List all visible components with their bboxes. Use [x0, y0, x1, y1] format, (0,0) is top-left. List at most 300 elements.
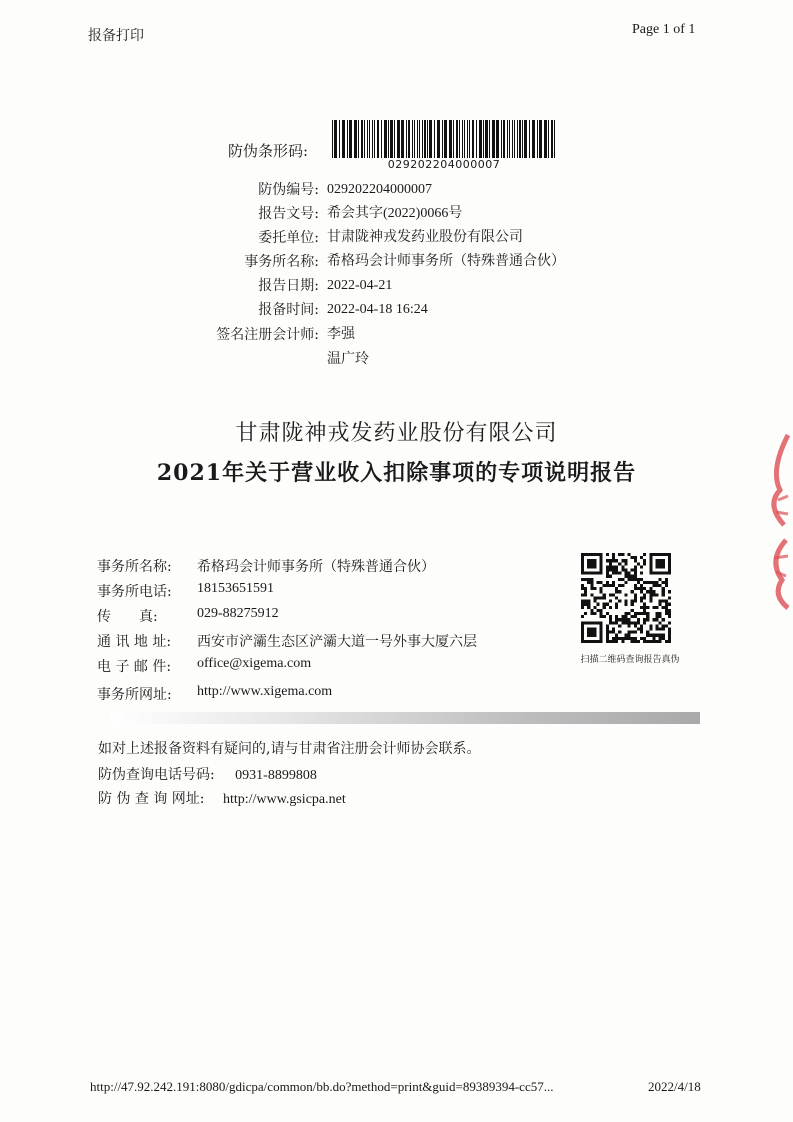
qr-module [652, 581, 655, 584]
qr-module [624, 621, 627, 624]
qr-module [655, 627, 658, 630]
qr-module [668, 612, 671, 615]
qr-module [662, 624, 665, 627]
qr-module [618, 637, 621, 640]
qr-module [659, 621, 662, 624]
qr-module [643, 559, 646, 562]
qr-module [634, 624, 637, 627]
qr-module [659, 600, 662, 603]
qr-module [603, 596, 606, 599]
security-code: 029202204000007 [327, 182, 432, 197]
qr-module [618, 590, 621, 593]
qr-module [628, 575, 631, 578]
barcode-bar [449, 120, 452, 158]
qr-module [609, 600, 612, 603]
qr-module [615, 569, 618, 572]
barcode-bar [532, 120, 535, 158]
qr-module [624, 634, 627, 637]
qr-module [655, 615, 658, 618]
qr-module [643, 587, 646, 590]
barcode-label: 防伪条形码: [228, 142, 309, 160]
qr-module [665, 584, 668, 587]
qr-module [640, 612, 643, 615]
qr-module [593, 606, 596, 609]
qr-module [643, 609, 646, 612]
url-value[interactable]: http://www.gsicpa.net [222, 792, 346, 807]
qr-module [649, 587, 652, 590]
qr-module [634, 569, 637, 572]
qr-module [584, 590, 587, 593]
qr-module [581, 587, 584, 590]
qr-module [662, 593, 665, 596]
qr-module [612, 584, 615, 587]
qr-module [609, 584, 612, 587]
qr-module [615, 572, 618, 575]
qr-module [637, 612, 640, 615]
footer-url: http://47.92.242.191:8080/gdicpa/common/bb.do?method=print&guid=89389394-cc57... [90, 1079, 554, 1094]
qr-module [606, 612, 609, 615]
qr-module [618, 553, 621, 556]
barcode-bar [372, 120, 373, 158]
qr-module [615, 603, 618, 606]
qr-module [615, 615, 618, 618]
barcode-bar [408, 120, 410, 158]
qr-module [649, 624, 652, 627]
qr-module [615, 606, 618, 609]
qr-module [600, 615, 603, 618]
qr-module [609, 562, 612, 565]
qr-module [615, 596, 618, 599]
qr-module [587, 578, 590, 581]
qr-module [643, 603, 646, 606]
qr-module [652, 637, 655, 640]
qr-module [665, 609, 668, 612]
firm-key: 通 讯 地 址: [97, 634, 172, 650]
qr-module [652, 640, 655, 643]
qr-module [621, 621, 624, 624]
qr-module [587, 627, 596, 636]
qr-module [587, 606, 590, 609]
qr-module [618, 624, 621, 627]
qr-module [634, 596, 637, 599]
qr-module [597, 596, 600, 599]
qr-module [628, 618, 631, 621]
qr-module [643, 612, 646, 615]
qr-module [649, 596, 652, 599]
barcode-bar [394, 120, 395, 158]
barcode-bar [401, 120, 404, 158]
barcode-bar [472, 120, 474, 158]
qr-module [606, 553, 609, 556]
qr-module [618, 578, 621, 581]
seal-stamp-fragment [758, 430, 793, 610]
barcode-bar [419, 120, 420, 158]
qr-module [631, 637, 634, 640]
qr-module [615, 634, 618, 637]
qr-module [624, 575, 627, 578]
qr-module [662, 606, 665, 609]
qr-module [600, 587, 603, 590]
qr-module [662, 600, 665, 603]
qr-module [590, 593, 593, 596]
qr-module [612, 627, 615, 630]
barcode-bar [334, 120, 337, 158]
qr-module [655, 634, 658, 637]
qr-module [612, 569, 615, 572]
qr-module [615, 621, 618, 624]
qr-module [659, 637, 662, 640]
barcode-bar [427, 120, 428, 158]
qr-module [621, 637, 624, 640]
qr-module [628, 553, 631, 556]
qr-module [597, 603, 600, 606]
qr-module [606, 581, 609, 584]
firm-name: 希格玛会计师事务所（特殊普通合伙） [327, 254, 565, 269]
qr-module [662, 590, 665, 593]
barcode-bar [483, 120, 484, 158]
signing-cpa-2: 温广玲 [327, 352, 369, 367]
qr-module [652, 606, 655, 609]
barcode-bar [524, 120, 527, 158]
qr-module [628, 612, 631, 615]
qr-module [668, 637, 671, 640]
qr-module [655, 640, 658, 643]
qr-module [665, 640, 668, 643]
qr-module [603, 615, 606, 618]
qr-module [634, 621, 637, 624]
qr-module [581, 621, 584, 643]
qr-module [668, 553, 671, 575]
qr-module [652, 634, 655, 637]
qr-module [593, 587, 596, 590]
qr-module [649, 593, 652, 596]
qr-module [609, 606, 612, 609]
qr-module [621, 569, 624, 572]
qr-module [634, 637, 637, 640]
qr-module [584, 603, 587, 606]
qr-module [655, 581, 658, 584]
barcode-bar [367, 120, 368, 158]
qr-module [640, 596, 643, 599]
barcode-bar [476, 120, 477, 158]
qr-module [643, 618, 646, 621]
qr-module [628, 578, 631, 581]
qr-module [631, 615, 634, 618]
barcode-bar [503, 120, 505, 158]
qr-module [581, 603, 584, 606]
footer-date: 2022/4/18 [648, 1079, 701, 1094]
qr-module [631, 590, 634, 593]
qr-module [659, 627, 662, 630]
barcode-bar [349, 120, 352, 158]
qr-module [590, 609, 593, 612]
qr-module [637, 562, 640, 565]
firm-key: 电 子 邮 件: [97, 659, 172, 675]
barcode-bar [544, 120, 547, 158]
qr-module [643, 562, 646, 565]
firm-phone: 18153651591 [197, 581, 274, 596]
qr-module [587, 600, 590, 603]
qr-module [590, 578, 593, 581]
info-key: 报告文号: [258, 206, 319, 222]
qr-module [640, 627, 643, 630]
qr-module [643, 621, 646, 624]
barcode-bar [539, 120, 542, 158]
qr-module [659, 584, 662, 587]
qr-module [655, 624, 658, 627]
qr-module [634, 631, 637, 634]
qr-module [609, 565, 612, 568]
qr-module [609, 640, 612, 643]
qr-module [581, 578, 584, 581]
qr-module [631, 640, 634, 643]
qr-module [637, 640, 640, 643]
qr-module [606, 624, 609, 627]
qr-module [624, 603, 627, 606]
barcode-bar [374, 120, 375, 158]
barcode-bar [369, 120, 370, 158]
qr-module [646, 618, 649, 621]
qr-module [655, 559, 664, 568]
qr-module [618, 584, 621, 587]
qr-module [618, 618, 621, 621]
barcode-bar [377, 120, 379, 158]
qr-module [643, 581, 646, 584]
contact-note: 如对上述报备资料有疑问的,请与甘肃省注册会计师协会联系。 [98, 741, 481, 757]
qr-module [652, 584, 655, 587]
qr-module [665, 603, 668, 606]
info-key: 事务所名称: [244, 254, 319, 270]
qr-module [640, 606, 643, 609]
qr-module [628, 634, 631, 637]
barcode-bar [519, 120, 521, 158]
barcode-bar [354, 120, 357, 158]
barcode-bar [554, 120, 555, 158]
barcode-bar [364, 120, 365, 158]
qr-module [609, 593, 612, 596]
qr-module [624, 572, 627, 575]
qr-module [597, 581, 600, 584]
qr-module [631, 569, 634, 572]
qr-module [665, 581, 668, 584]
qr-module [590, 587, 593, 590]
qr-module [637, 578, 640, 581]
qr-module [643, 606, 646, 609]
barcode-bar [453, 120, 454, 158]
qr-module [634, 565, 637, 568]
qr-module [628, 637, 631, 640]
qr-module [606, 634, 609, 637]
qr-module [581, 593, 584, 596]
qr-module [624, 569, 627, 572]
info-key: 委托单位: [258, 230, 319, 246]
qr-module [634, 593, 637, 596]
qr-module [600, 612, 603, 615]
barcode-bar [507, 120, 508, 158]
info-key: 报告日期: [258, 278, 319, 294]
barcode-bar [434, 120, 435, 158]
qr-module [659, 615, 662, 618]
qr-module [643, 596, 646, 599]
qr-module [662, 627, 665, 630]
qr-module [612, 556, 615, 559]
barcode-bar [517, 120, 518, 158]
barcode-number: 029202204000007 [387, 158, 501, 171]
qr-module [624, 612, 627, 615]
qr-module [652, 590, 655, 593]
qr-module [634, 578, 637, 581]
qr-module [631, 556, 634, 559]
qr-module [606, 631, 609, 634]
qr-module [655, 606, 658, 609]
qr-module [615, 587, 618, 590]
barcode-bar [429, 120, 432, 158]
barcode-bar [496, 120, 499, 158]
qr-module [621, 584, 624, 587]
qr-module [609, 575, 612, 578]
barcode-bar [469, 120, 470, 158]
qr-module [621, 565, 624, 568]
qr-module [668, 621, 671, 624]
qr-module [584, 593, 587, 596]
qr-module [655, 612, 658, 615]
qr-module [581, 621, 603, 624]
qr-module [612, 572, 615, 575]
barcode-bar [459, 120, 460, 158]
qr-module [643, 593, 646, 596]
qr-module [624, 637, 627, 640]
qr-code [581, 553, 671, 643]
qr-module [649, 634, 652, 637]
qr-module [640, 572, 643, 575]
qr-module [643, 553, 646, 556]
qr-caption: 扫描二维码查询报告真伪 [580, 655, 680, 665]
qr-module [662, 587, 665, 590]
barcode-bar [529, 120, 530, 158]
qr-module [581, 584, 584, 587]
qr-module [584, 612, 587, 615]
qr-module [609, 621, 612, 624]
qr-module [668, 627, 671, 630]
qr-module [668, 634, 671, 637]
firm-key: 事务所电话: [97, 584, 172, 600]
qr-module [612, 581, 615, 584]
qr-module [649, 553, 652, 575]
qr-module [612, 621, 615, 624]
qr-module [590, 584, 593, 587]
barcode-bar [492, 120, 495, 158]
qr-module [649, 553, 671, 556]
signing-cpa-1: 李强 [327, 327, 355, 342]
qr-module [646, 612, 649, 615]
qr-module [646, 640, 649, 643]
qr-module [628, 631, 631, 634]
qr-module [621, 618, 624, 621]
barcode-bar [358, 120, 359, 158]
qr-module [631, 575, 634, 578]
qr-module [621, 640, 624, 643]
qr-module [600, 609, 603, 612]
qr-module [662, 637, 665, 640]
qr-module [640, 587, 643, 590]
qr-module [659, 603, 662, 606]
barcode-bar [417, 120, 418, 158]
barcode-bar [509, 120, 510, 158]
qr-module [634, 572, 637, 575]
qr-module [655, 618, 658, 621]
qr-module [634, 584, 637, 587]
qr-module [581, 600, 584, 603]
barcode-bar [548, 120, 549, 158]
contact-url-row [98, 788, 346, 808]
qr-module [606, 640, 609, 643]
qr-module [662, 618, 665, 621]
qr-module [646, 581, 649, 584]
barcode-bar [514, 120, 515, 158]
qr-module [649, 627, 652, 630]
qr-module [624, 562, 627, 565]
qr-module [612, 553, 615, 556]
client-name: 甘肃陇神戎发药业股份有限公司 [327, 230, 523, 245]
report-number: 希会其字(2022)0066号 [327, 206, 463, 221]
qr-module [665, 578, 668, 581]
qr-module [609, 631, 612, 634]
qr-module [624, 559, 627, 562]
qr-module [609, 615, 612, 618]
qr-module [668, 590, 671, 593]
barcode-bar [422, 120, 423, 158]
qr-module [621, 578, 624, 581]
qr-module [624, 581, 627, 584]
barcode-bar [384, 120, 387, 158]
info-key: 防伪编号: [258, 182, 319, 198]
qr-module [649, 640, 652, 643]
qr-module [587, 581, 590, 584]
report-date: 2022-04-21 [327, 278, 393, 293]
page-number: Page 1 of 1 [632, 22, 696, 37]
barcode-bar [397, 120, 400, 158]
firm-key: 传 真: [97, 609, 158, 625]
qr-module [615, 618, 618, 621]
barcode-bar [537, 120, 538, 158]
qr-module [637, 587, 640, 590]
qr-module [590, 581, 593, 584]
qr-module [612, 565, 615, 568]
info-key: 报备时间: [258, 302, 319, 318]
qr-module [606, 575, 609, 578]
qr-module [606, 637, 609, 640]
barcode-bar [522, 120, 523, 158]
qr-module [615, 559, 618, 562]
qr-module [634, 612, 637, 615]
qr-module [600, 553, 603, 575]
qr-module [665, 600, 668, 603]
barcode-bar [347, 120, 348, 158]
qr-module [668, 631, 671, 634]
qr-module [646, 634, 649, 637]
qr-module [652, 618, 655, 621]
qr-module [609, 559, 612, 562]
phone-value: 0931-8899808 [235, 768, 317, 783]
qr-module [581, 615, 584, 618]
qr-module [624, 600, 627, 603]
qr-module [668, 609, 671, 612]
qr-module [618, 562, 621, 565]
qr-module [621, 553, 624, 556]
qr-module [615, 590, 618, 593]
qr-module [590, 612, 593, 615]
qr-module [662, 581, 665, 584]
